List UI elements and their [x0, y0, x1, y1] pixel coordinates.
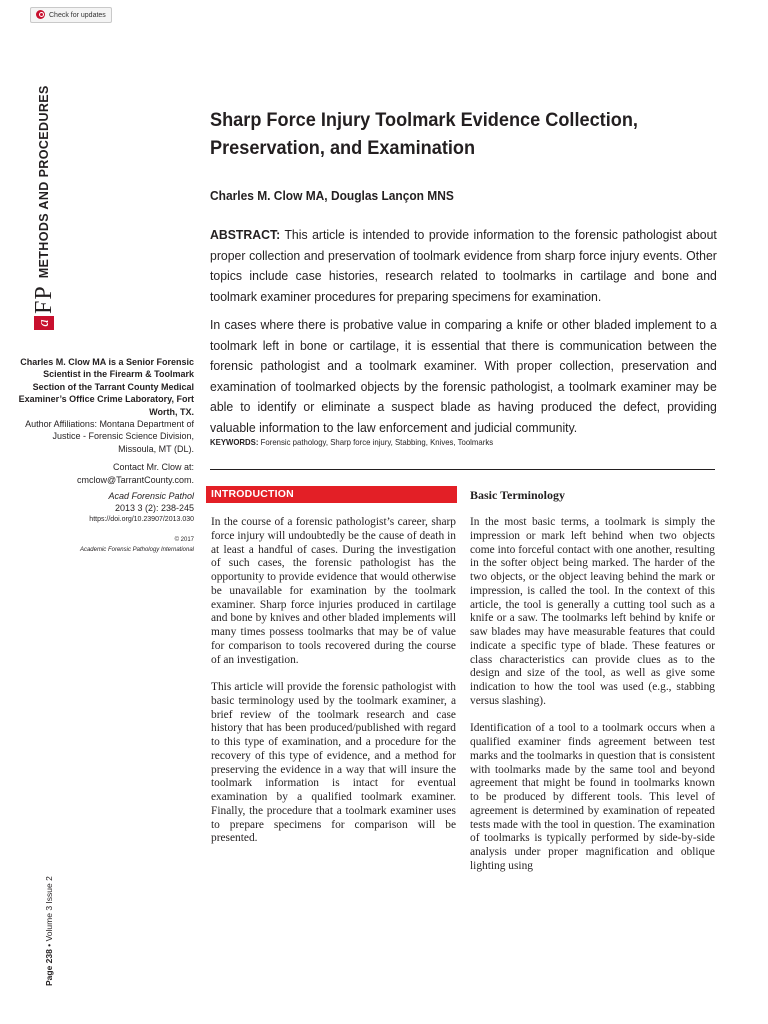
citation-detail: 2013 3 (2): 238-245 [114, 503, 194, 514]
abstract-paragraph-2: In cases where there is probative value in comparing a knife or other bladed implement to a toolmark left in bone or cartilage, it is essential that there is communication between the forensic pathologist and a toolmark examiner. With proper collection, preservation and examination of toolmarked objects by the forensic pathologist, a toolmark examiner may be able to identify or eliminate a suspect blade as having produced the defect, providing valuable information to the law enforcement and judicial community. [210, 317, 717, 435]
citation-journal: Acad Forensic Pathol [108, 491, 194, 502]
journal-logo-fp: FP [30, 285, 57, 314]
basic-terminology-column [470, 516, 715, 887]
copyright-holder: Academic Forensic Pathology International [79, 546, 194, 553]
introduction-paragraph-1: In the course of a forensic pathologist’s career, sharp force injury will undoubtedly be the cause of death in at least a handful of cases. During the investigation of such cases, the forensic pathologist has the opportunity to provide evidence that would otherwise be unavailable for examination by the toolmark examiner. Sharp force injuries produced in cartilage and bone by knives and other bladed implements will many times possess toolmarks that may be of value for comparison to tools recovered during the course of an investigation. [211, 516, 456, 666]
author-bio: Charles M. Clow MA is a Senior Forensic Scientist in the Firearm & Toolmark Section of the Tarrant County Medical Examiner’s Office Crime Laboratory, Fort Worth, TX. [18, 357, 194, 417]
contact-label: Contact Mr. Clow at: [112, 462, 194, 473]
abstract-label: ABSTRACT: [210, 227, 281, 242]
abstract [210, 225, 717, 446]
volume-issue: Volume 3 Issue 2 [44, 876, 54, 942]
copyright-year: © 2017 [174, 537, 194, 544]
keywords-text: Forensic pathology, Sharp force injury, Stabbing, Knives, Toolmarks [260, 437, 494, 447]
abstract-paragraph-1 [210, 225, 717, 307]
basic-terminology-paragraph-2: Identification of a tool to a toolmark occurs when a qualified examiner finds agreement between test marks and the toolmarks in question that is consistent with toolmarks made by the same tool and beyond agreement that might be found in toolmarks known to be produced by different tools. This level of agreement is determined by examination of repeated tests made with the tool in question. The examination of toolmarks is typically performed by side-by-side analysis under proper magnification and oblique lighting using [470, 722, 715, 872]
abstract-text-1: This article is intended to provide information to the forensic pathologist about proper collection and preservation of toolmark evidence from sharp force injury events. Other topics include case histories, research related to toolmarks in cartilage and bone and toolmark examiner procedures for preparing specimens for examination. [210, 227, 717, 304]
author-affiliations: Author Affiliations: Montana Department of Justice - Forensic Science Division, Missoula, MT (DL). [25, 419, 194, 454]
article-title: Sharp Force Injury Toolmark Evidence Collection, Preservation, and Examination [210, 109, 638, 159]
journal-logo-a: a [34, 316, 54, 330]
article-authors: Charles M. Clow MA, Douglas Lançon MNS [210, 188, 454, 203]
introduction-heading: INTRODUCTION [206, 486, 457, 503]
check-updates-icon [36, 10, 45, 19]
keywords [210, 437, 493, 447]
journal-section-label [24, 30, 64, 330]
check-for-updates-label: Check for updates [49, 12, 106, 19]
basic-terminology-paragraph-1: In the most basic terms, a toolmark is simply the impression or mark left behind when two objects come into forceful contact with one another, resulting in the softer object being marked. The harder of the two objects, or the object leaving behind the mark or impression, is called the tool. In the context of this article, the tool is generally a cutting tool such as a knife or a saw. The toolmarks left behind by knife or saw blades may have measurable features that could indicate a specific type of blade. These features or class characteristics can provide clues as to the design and size of the tool, as well as give some indication to how the tool was used (e.g., stabbing versus slashing). [470, 516, 715, 707]
contact-email[interactable]: cmclow@TarrantCounty.com. [77, 474, 194, 485]
introduction-paragraph-2: This article will provide the forensic pathologist with basic terminology used by the toolmark examiner, a brief review of the toolmark research and case history that has been produced/published with regard to this type of examination, and a procedure for the recovery of this type of evidence, and a method for preserving the evidence in a way that will insure the toolmark information is intact for eventual examination by a qualified toolmark examiner. Finally, the procedure that a toolmark examiner uses to prepare specimens for comparison will be presented. [211, 681, 456, 845]
keywords-label: KEYWORDS: [210, 437, 259, 447]
page-number: Page 238 [44, 949, 54, 986]
footer-bullet: • [44, 943, 54, 947]
methods-and-procedures-label: METHODS AND PROCEDURES [37, 85, 51, 279]
basic-terminology-heading: Basic Terminology [470, 488, 566, 502]
header-divider [210, 469, 715, 470]
author-sidebar [14, 356, 194, 555]
doi-link[interactable]: https://doi.org/10.23907/2013.030 [89, 515, 194, 523]
page-footer [42, 836, 56, 986]
check-for-updates-badge[interactable] [30, 7, 112, 23]
introduction-column [211, 516, 456, 860]
